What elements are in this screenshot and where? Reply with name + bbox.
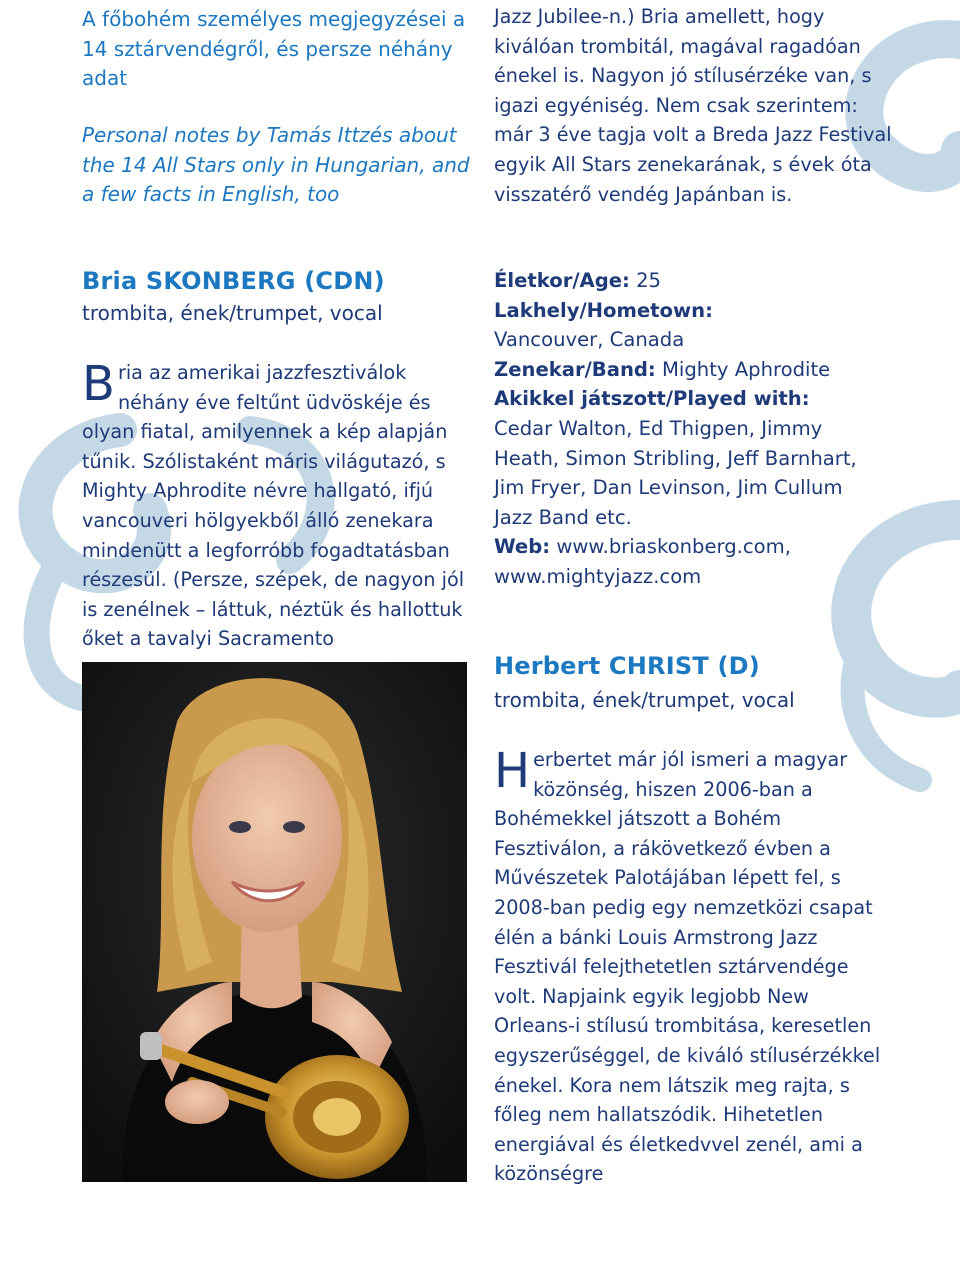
fact-played-label: Akikkel játszott/Played with: [494, 387, 810, 411]
fact-age [494, 266, 914, 296]
fact-hometown-value: Vancouver, Canada [494, 328, 685, 352]
fact-age-value: 25 [636, 269, 662, 292]
artist-role-skonberg: trombita, ének/trumpet, vocal [82, 301, 383, 325]
fact-hometown-label: Lakhely/Hometown: [494, 298, 713, 322]
artist-photo-skonberg [82, 662, 467, 1182]
dropcap-b: B [82, 356, 115, 412]
facts-skonberg [494, 266, 914, 592]
intro-hungarian: A főbohém személyes megjegyzései a 14 sztárvendégről, és persze néhány adat [82, 7, 466, 90]
dropcap-h: H [494, 743, 531, 799]
bio-christ [494, 745, 889, 1189]
artist-name-skonberg: Bria SKONBERG (CDN) [82, 267, 385, 295]
fact-played [494, 384, 914, 414]
artist-name-christ: Herbert CHRIST (D) [494, 652, 760, 680]
bio-skonberg [82, 358, 474, 654]
portrait-with-trumpet-image [82, 662, 467, 1182]
fact-web-label: Web: [494, 535, 551, 559]
fact-age-label: Életkor/Age: [494, 269, 630, 292]
artist-role-christ: trombita, ének/trumpet, vocal [494, 688, 795, 712]
fact-hometown [494, 296, 914, 326]
fact-band [494, 355, 914, 385]
fact-band-value: Mighty Aphrodite [662, 357, 831, 381]
bio-christ-text: erbertet már jól ismeri a magyar közönség, hiszen 2006-ban a Bohémekkel játszott a Bohém Fesztiválon, a rákövetkező évben a Művészetek Palotájában lépett fel, s 2008-ban pedig egy nemzetközi csapat élén a bánki Louis Armstrong Jazz Fesztivál felejthetetlen sztárvendége volt. Napjaink egyik legjobb New Orleans-i stílusú trombitása, keresetlen egyszerűséggel, de kiváló stílusérzékkel énekel. Kora nem látszik meg rajta, s főleg nem hallatszódik. Hihetetlen energiával és életkedvvel zenél, ami a közönségre [494, 748, 881, 1186]
bio-skonberg-continued: Jazz Jubilee-n.) Bria amellett, hogy kiválóan trombitál, magával ragadóan énekel is. Nagyon jó stílusérzéke van, s igazi egyéniség. Nem csak szerintem: már 3 éve tagja volt a Breda Jazz Festival egyik All Stars zenekarának, s évek óta visszatérő vendég Japánban is. [494, 5, 892, 206]
bio-skonberg-text: ria az amerikai jazzfesztiválok néhány éve feltűnt üdvöskéje és olyan fiatal, amilyennek a kép alapján tűnik. Szólistaként máris világutazó, s Mighty Aphrodite névre hallgató, ifjú vancouveri hölgyekből álló zenekara mindenütt a legforróbb fogadtatásban részesül. (Persze, szépek, de nagyon jól is zenélnek – láttuk, néztük és hallottuk őket a tavalyi Sacramento [82, 361, 465, 651]
fact-band-label: Zenekar/Band: [494, 357, 656, 381]
fact-web [494, 532, 824, 591]
fact-web-value: www.briaskonberg.com, www.mightyjazz.com [494, 535, 791, 588]
fact-played-value: Cedar Walton, Ed Thigpen, Jimmy Heath, Simon Stribling, Jeff Barnhart, Jim Fryer, Dan Levinson, Jim Cullum Jazz Band etc. [494, 416, 857, 529]
intro-english: Personal notes by Tamás Ittzés about the 14 All Stars only in Hungarian, and a few facts in English, too [82, 123, 470, 206]
